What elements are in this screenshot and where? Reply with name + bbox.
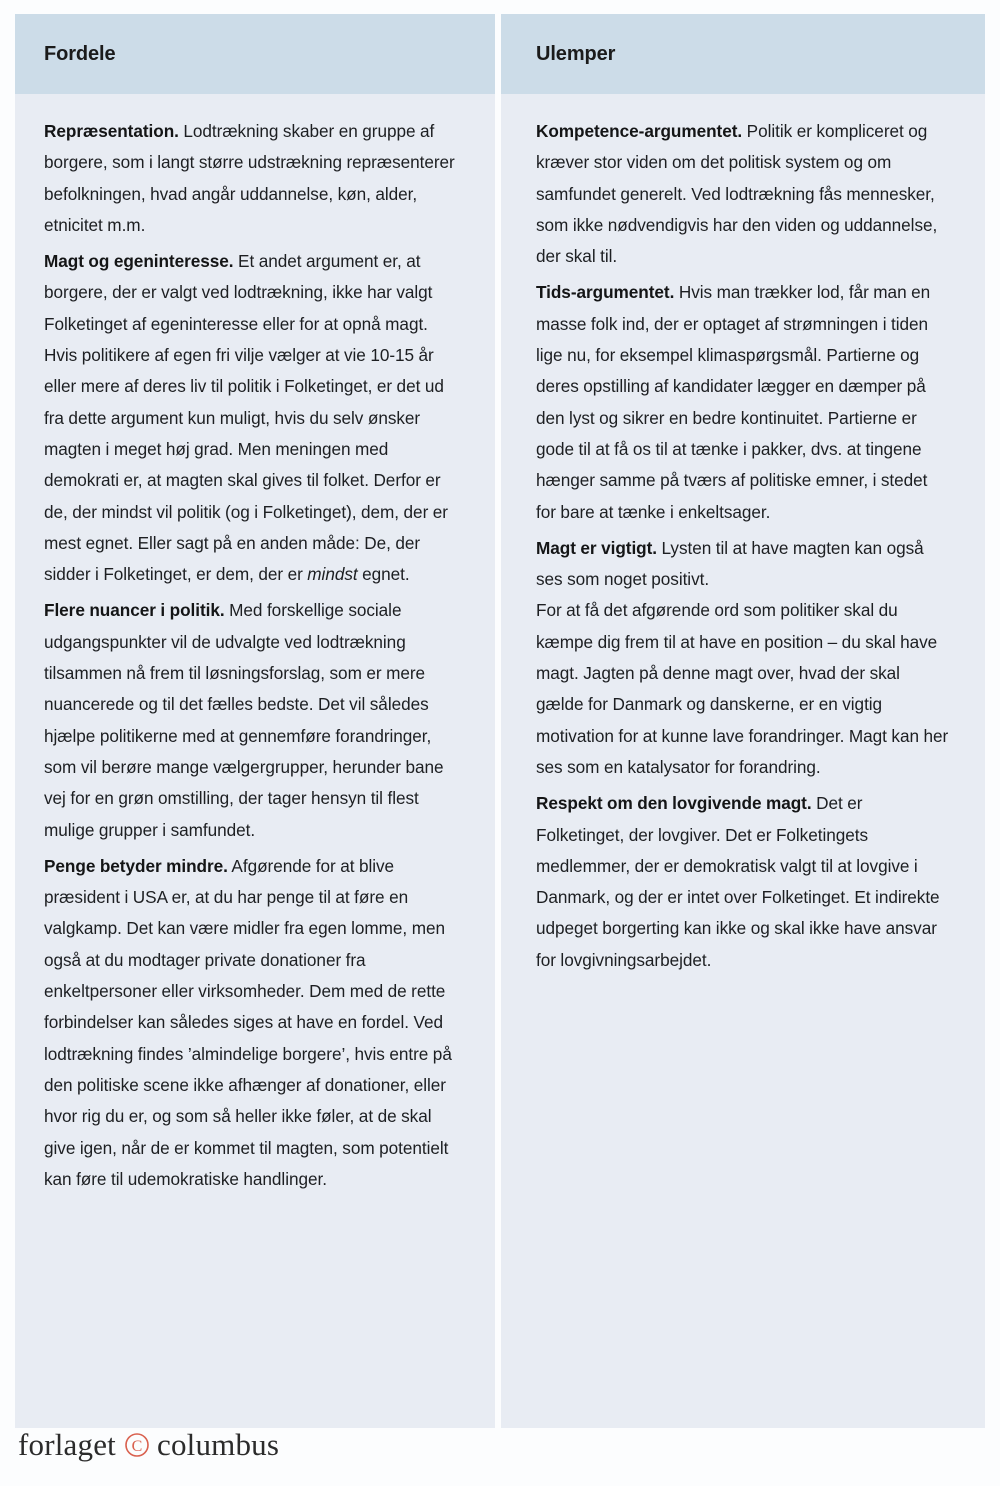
- table-header-cell-fordele: [15, 14, 495, 94]
- paragraph-body: Afgørende for at blive præsident i USA er, at du har penge til at føre en valgkamp. Det kan være midler fra egen lomme, men også at du modtager private donationer fra enkeltpersoner eller virksomheder. Dem med de rette forbindelser kan således siges at have en fordel. Ved lodtrækning findes ’almindelige borgere’, hvis entre på den politiske scene ikke afhænger af donationer, eller hvor rig du er, og som så heller ikke føler, at de skal give igen, når de er kommet til magten, som potentielt kan føre til udemokratiske handlinger.: [44, 855, 452, 1189]
- paragraph-tids-argumentet: [536, 277, 951, 527]
- paragraph-kompetence-argumentet: [536, 116, 951, 272]
- pros-cons-table: [15, 14, 985, 1428]
- paragraph-body: Lysten til at have magten kan også ses som noget positivt.: [536, 537, 924, 590]
- paragraph-body: Lodtrækning skaber en gruppe af borgere, som i langt større udstrækning repræsenterer befolkningen, hvad angår uddannelse, køn, alder, etnicitet m.m.: [44, 121, 455, 235]
- paragraph-magt-og-egeninteresse: [44, 246, 465, 590]
- table-body-row: [15, 94, 985, 1428]
- paragraph-representation: [44, 116, 465, 241]
- paragraph-tail: egnet.: [357, 564, 410, 585]
- paragraph-lead: Flere nuancer i politik.: [44, 600, 225, 621]
- paragraph-body: Hvis man trækker lod, får man en masse folk ind, der er optaget af strømningen i tiden lige nu, for eksempel klimaspørgsmål. Partierne og deres opstilling af kandidater lægger en dæmper på den lyst og sikrer en bedre kontinuitet. Partierne er gode til at få os til at tænke i pakker, dvs. at tingene hænger samme på tværs af politiske emner, i stedet for bare at tænke i enkeltsager.: [536, 282, 931, 522]
- column-header-label-ulemper: Ulemper: [536, 42, 616, 65]
- paragraph-flere-nuancer-i-politik: [44, 595, 465, 845]
- table-cell-fordele: [15, 94, 495, 1428]
- logo-text-prefix: forlaget: [18, 1426, 116, 1462]
- logo-text-suffix: columbus: [157, 1426, 280, 1462]
- column-header-label-fordele: Fordele: [44, 42, 116, 65]
- paragraph-lead: Tids-argumentet.: [536, 282, 675, 303]
- paragraph-lead: Kompetence-argumentet.: [536, 121, 743, 141]
- paragraph-body: Det er Folketinget, der lovgiver. Det er Folketingets medlemmer, der er demokratisk valgt til at lovgive i Danmark, og der er intet over Folketinget. Et indirekte udpeget borgerting kan ikke og skal ikke have ansvar for lovgivningsarbejdet.: [536, 793, 940, 970]
- table-header-cell-ulemper: [501, 14, 985, 94]
- paragraph-magt-er-vigtigt: [536, 533, 951, 783]
- table-cell-ulemper: [501, 94, 985, 1428]
- paragraph-lead: Repræsentation.: [44, 121, 179, 141]
- paragraph-lead: Magt er vigtigt.: [536, 537, 658, 558]
- publisher-logo: [18, 1424, 279, 1464]
- paragraph-body: Politik er kompliceret og kræver stor viden om det politisk system og om samfundet generelt. Ved lodtrækning fås mennesker, som ikke nødvendigvis har den viden og uddannelse, der skal til.: [536, 121, 938, 267]
- paragraph-body: Et andet argument er, at borgere, der er valgt ved lodtrækning, ikke har valgt Folketinget af egeninteresse eller for at opnå magt. Hvis politikere af egen fri vilje vælger at vie 10-15 år eller mere af deres liv til politik i Folketinget, er det ud fra dette argument kun muligt, hvis du selv ønsker magten i meget høj grad. Men meningen med demokrati er, at magten skal gives til folket. Derfor er de, der mindst vil politik (og i Folketinget), dem, der er mest egnet. Eller sagt på en anden måde: De, der sidder i Folketinget, er dem, der er: [44, 251, 448, 585]
- paragraph-respekt-om-den-lovgivende-magt: [536, 788, 951, 976]
- paragraph-tail: For at få det afgørende ord som politiker skal du kæmpe dig frem til at have en position – du skal have magt. Jagten på denne magt over, hvad der skal gælde for Danmark og danskerne, er en vigtig motivation for at kunne lave forandringer. Magt kan her ses som en katalysator for forandring.: [536, 600, 949, 777]
- table-header-row: [15, 14, 985, 94]
- copyright-c-icon: [124, 1432, 150, 1458]
- svg-text:C: C: [131, 1438, 143, 1455]
- paragraph-lead: Magt og egeninteresse.: [44, 251, 234, 272]
- paragraph-lead: Penge betyder mindre.: [44, 855, 228, 876]
- paragraph-lead: Respekt om den lovgivende magt.: [536, 793, 812, 814]
- paragraph-emphasis: mindst: [307, 564, 358, 585]
- paragraph-penge-betyder-mindre: [44, 851, 465, 1195]
- paragraph-body: Med forskellige sociale udgangspunkter vil de udvalgte ved lodtrækning tilsammen nå frem til løsningsforslag, som er mere nuancerede og til det fælles bedste. Det vil således hjælpe politikerne med at gennemføre forandringer, som vil berøre mange vælgergrupper, herunder bane vej for en grøn omstilling, der tager hensyn til flest mulige grupper i samfundet.: [44, 600, 444, 840]
